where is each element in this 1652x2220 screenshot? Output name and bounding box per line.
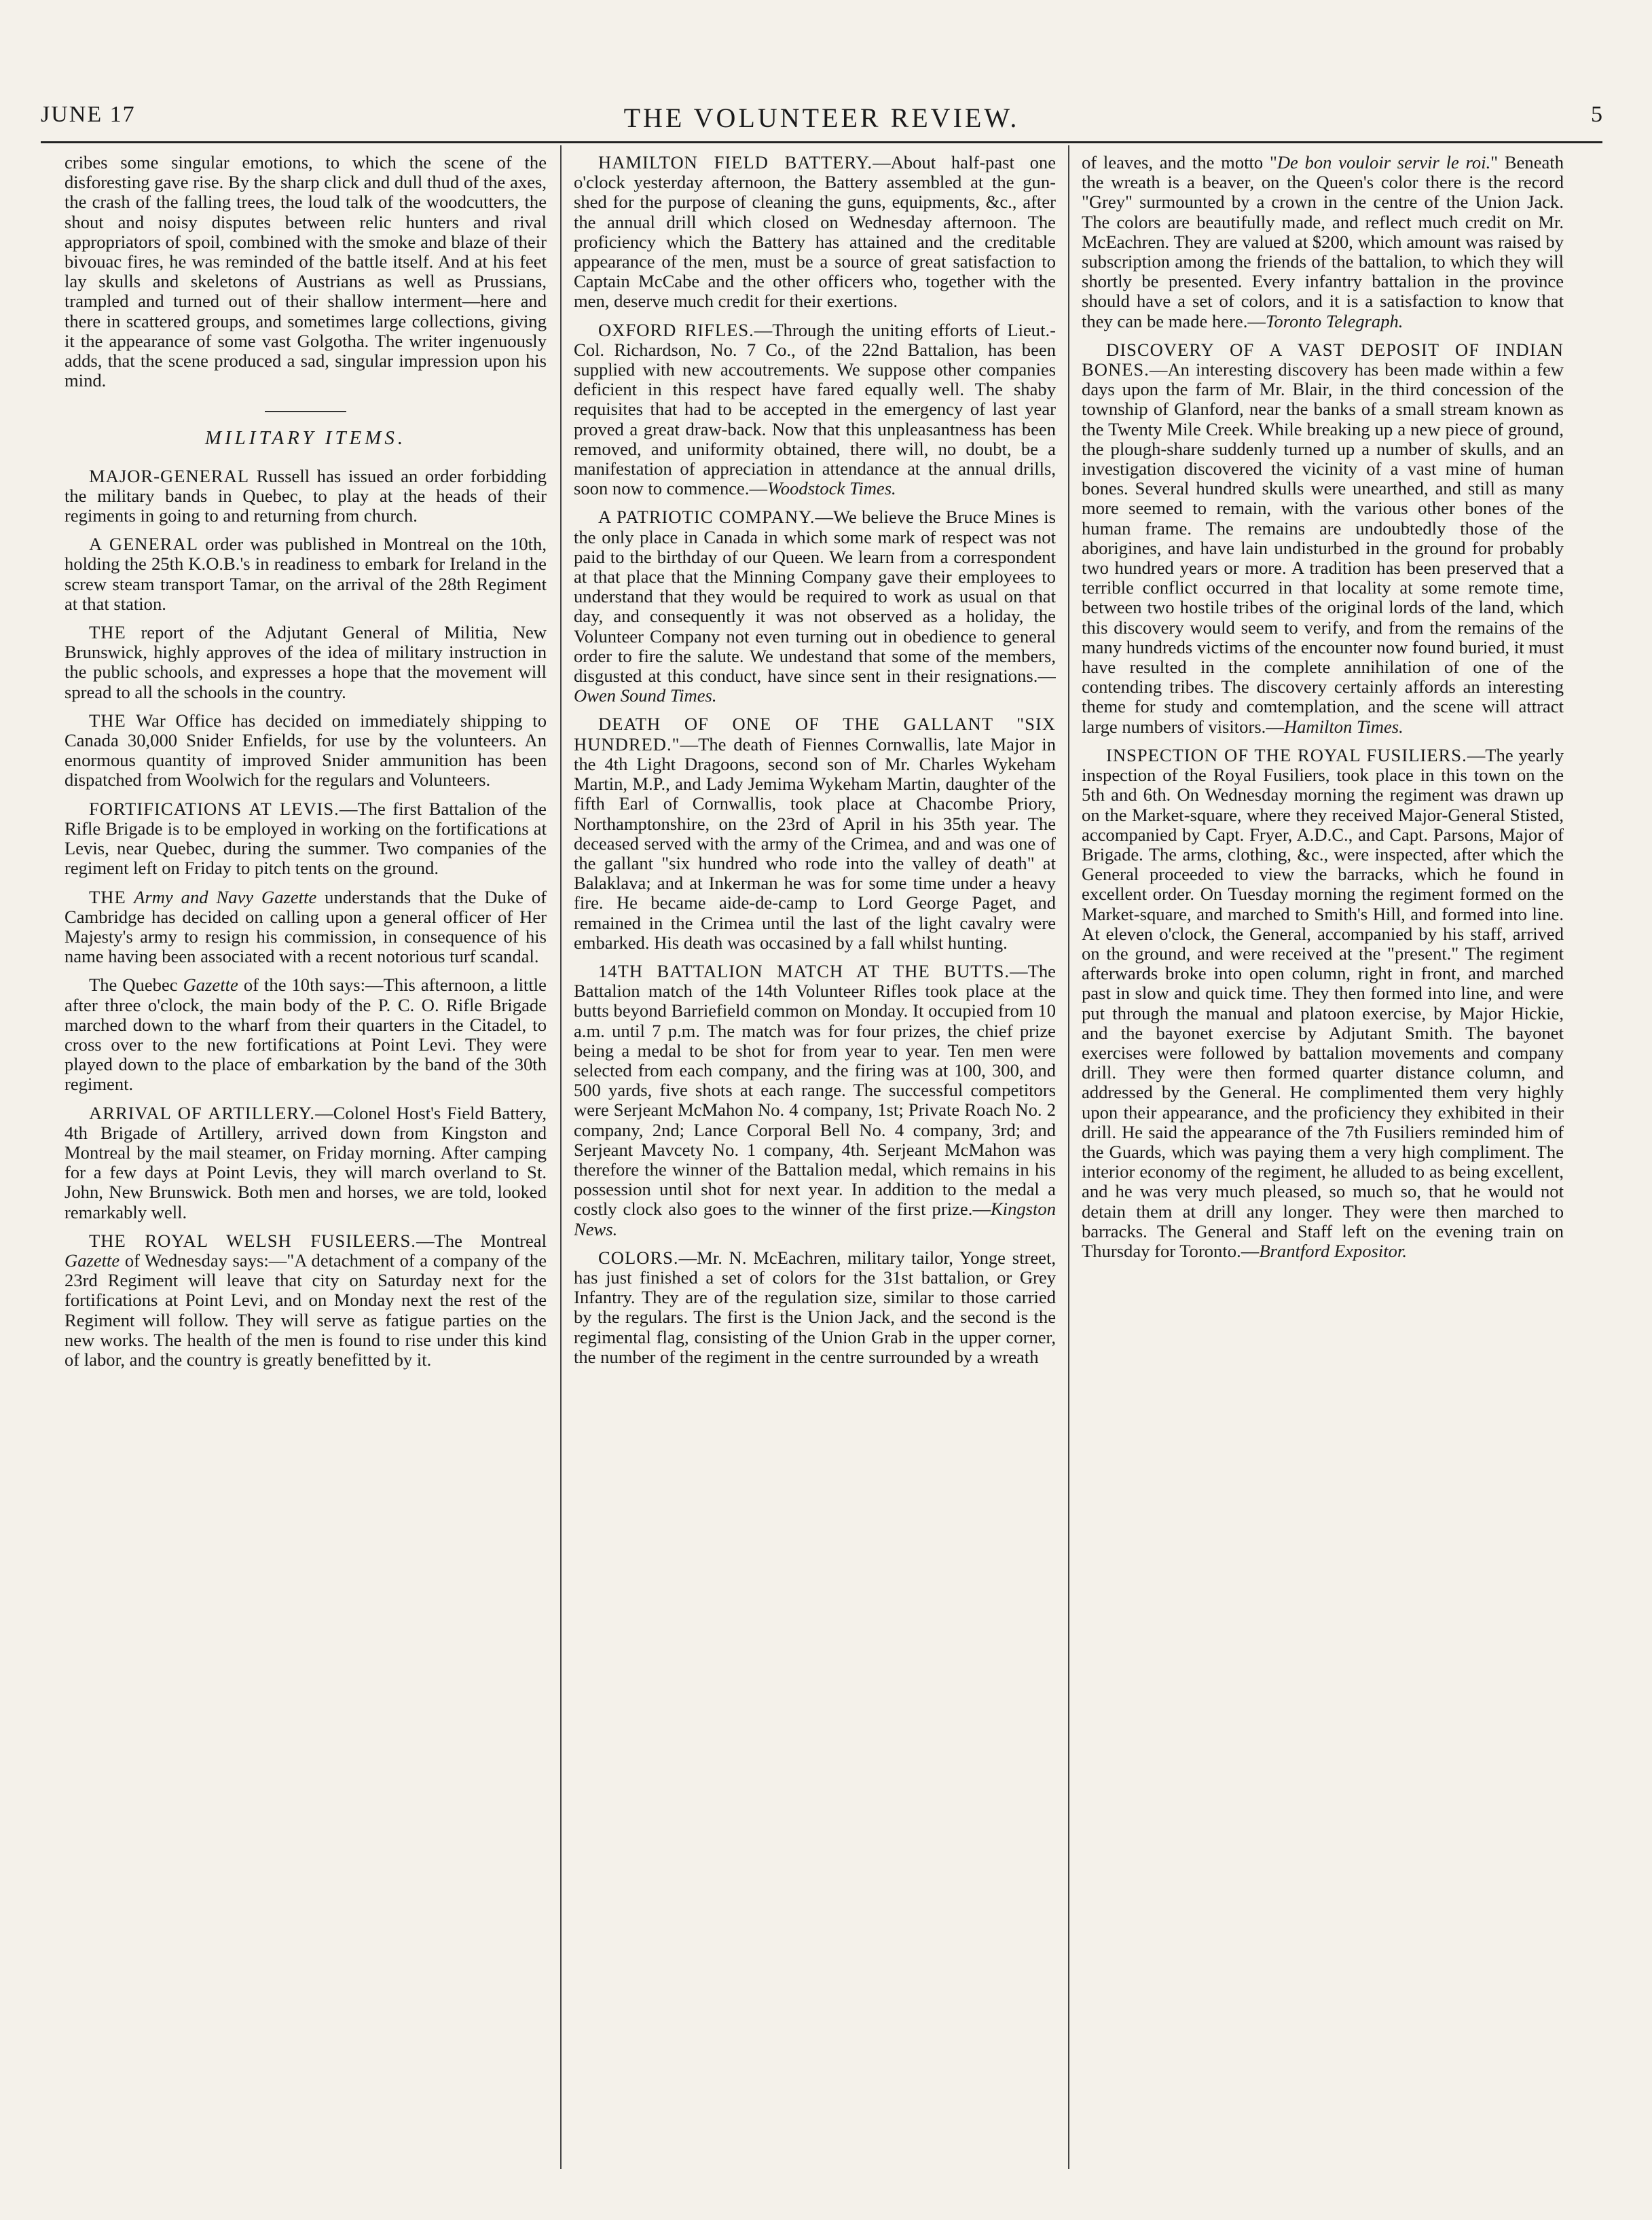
column-divider [1068, 145, 1069, 2169]
issue-date: JUNE 17 [41, 102, 136, 127]
column-2 [574, 153, 1056, 2177]
column-divider [560, 145, 562, 2169]
article-paragraph: OXFORD RIFLES.—Through the uniting efforts of Lieut.-Col. Richardson, No. 7 Co., of the 22nd Battalion, has been supplied with new accoutrements. We suppose other companies deficient in this respect have fared equally well. The shaby requisites that had to be accepted in the emergency of last year proved a great draw-back. Now that this unpleasantness has been removed, and uniformity obtained, there will, no doubt, be a manifestation of appreciation in attendance at the annual drills, soon now to commence.—Woodstock Times. [574, 319, 1056, 499]
article-paragraph: INSPECTION OF THE ROYAL FUSILIERS.—The yearly inspection of the Royal Fusiliers, took place in this town on the 5th and 6th. On Wednesday morning the regiment was drawn up on the Market-square, where they received Major-General Stisted, accompanied by Capt. Fryer, A.D.C., and Capt. Parsons, Major of Brigade. The arms, clothing, &c., were inspected, after which the General proceeded to view the barracks, which he found in excellent order. On Tuesday morning the regiment formed on the Market-square, and marched to Smith's Hill, and formed into line. At eleven o'clock, the General, accompanied by his staff, arrived on the ground, and were received at the "present." The regiment afterwards broke into open column, right in front, and marched past in slow and quick time. They then formed into line, and were put through the manual and platoon exercise, by Major Hickie, and the bayonet exercise by Adjutant Smith. The bayonet exercises were followed by battalion movements and company drill. They were then formed quarter distance column, and addressed by the General. He complimented them very highly upon their appearance, and the proficiency they exhibited in their drill. He said the appearance of the 7th Fusiliers reminded him of the Guards, which was paying them a very high compliment. The interior economy of the regiment, he alluded to as being excellent, and he was very much pleased, so much so, that he would not detain them at drill any longer. They were then marched to barracks. The General and Staff left on the evening train on Thursday for Toronto.—Brantford Expositor. [1082, 744, 1564, 1261]
section-divider [265, 411, 346, 412]
column-1 [65, 153, 547, 2177]
column-3 [1082, 153, 1564, 2177]
header-rule [41, 141, 1602, 143]
page-header [41, 102, 1602, 143]
article-paragraph: ARRIVAL OF ARTILLERY.—Colonel Host's Field Battery, 4th Brigade of Artillery, arrived down from Kingston and Montreal by the mail steamer, on Friday morning. After camping for a few days at Point Levis, they will march overland to St. John, New Brunswick. Both men and horses, we are told, looked remarkably well. [65, 1102, 547, 1222]
article-paragraph: DISCOVERY OF A VAST DEPOSIT OF INDIAN BONES.—An interesting discovery has been made within a few days upon the farm of Mr. Blair, in the third concession of the township of Glanford, near the banks of a small stream known as the Twenty Mile Creek. While breaking up a new piece of ground, the plough-share suddenly turned up a number of skulls, and an investigation discovered the vicinity of a vast mine of human bones. Several hundred skulls were unearthed, and still as many more seemed to remain, with the various other bones of the human frame. The remains are undoubtedly those of the aborigines, and have lain undisturbed in the ground for probably two hundred years or more. A tradition has been preserved that a terrible conflict occurred in that locality at some remote time, between two hostile tribes of the original lords of the land, which this discovery would seem to verify, and from the remains of the many hundreds victims of the encounter now found buried, it must have resulted in the complete annihilation of one of the contending tribes. The discovery certainly affords an interesting theme for study and comtemplation, and the scene will attract large numbers of visitors.—Hamilton Times. [1082, 339, 1564, 737]
article-paragraph: DEATH OF ONE OF THE GALLANT "SIX HUNDRED."—The death of Fiennes Cornwallis, late Major in the 4th Light Dragoons, second son of Mr. Charles Wykeham Martin, M.P., and Lady Jemima Wykeham Martin, daughter of the fifth Earl of Cornwallis, took place at Chacombe Priory, Northamptonshire, on the 23rd of April in his 35th year. The deceased served with the army of the Crimea, and and was one of the gallant "six hundred who rode into the valley of death" at Balaklava; and at Inkerman he was for some time under a heavy fire. He became aide-de-camp to Lord George Paget, and remained in the Crimea until the last of the light cavalry were embarked. His death was occasined by a fall whilst hunting. [574, 714, 1056, 953]
article-paragraph: THE War Office has decided on immediately shipping to Canada 30,000 Snider Enfields, for use by the volunteers. An enormous quantity of improved Snider ammunition has been dispatched from Woolwich for the regulars and Volunteers. [65, 710, 547, 790]
publication-title: THE VOLUNTEER REVIEW. [623, 103, 1020, 133]
section-heading: MILITARY ITEMS. [204, 427, 407, 450]
article-paragraph: of leaves, and the motto "De bon vouloir servir le roi." Beneath the wreath is a beaver, on the Queen's color there is the record "Grey" surmounted by a crown in the centre of the Union Jack. The colors are beautifully made, and reflect much credit on Mr. McEachren. They are valued at $200, which amount was raised by subscription among the friends of the battalion, to which they will shortly be presented. Every infantry battalion in the province should have a set of colors, and it is a satisfaction to know that they can be made here.—Toronto Telegraph. [1082, 153, 1564, 331]
article-paragraph: 14TH BATTALION MATCH AT THE BUTTS.—The Battalion match of the 14th Volunteer Rifles took place at the butts beyond Barriefield common on Monday. It occupied from 10 a.m. until 7 p.m. The match was for four prizes, the chief prize being a medal to be shot for from year to year. Ten men were selected from each company, and the firing was at 100, 300, and 500 yards, five shots at each range. The successful competitors were Serjeant McMahon No. 4 company, 1st; Private Roach No. 2 company, 2nd; Lance Corporal Bell No. 4 company, 3rd; and Serjeant Mavcety No. 1 company, 4th. Serjeant McMahon was therefore the winner of the Battalion medal, which remains in his possession until shot for next year. In addition to the medal a costly clock also goes to the winner of the first prize.—Kingston News. [574, 960, 1056, 1239]
article-paragraph: THE ROYAL WELSH FUSILEERS.—The Montreal Gazette of Wednesday says:—"A detachment of a company of the 23rd Regiment will leave that city on Saturday next for the fortifications at Point Levi, and on Monday next the rest of the Regiment will follow. They will serve as fatigue parties on the new works. The health of the men is found to rise under this kind of labor, and the country is greatly benefitted by it. [65, 1230, 547, 1370]
article-paragraph: THE report of the Adjutant General of Militia, New Brunswick, highly approves of the idea of military instruction in the public schools, and expresses a hope that the movement will spread to all the schools in the country. [65, 622, 547, 702]
article-paragraph: MAJOR-GENERAL Russell has issued an order forbidding the military bands in Quebec, to play at the heads of their regiments in going to and returning from church. [65, 465, 547, 526]
article-paragraph: COLORS.—Mr. N. McEachren, military tailor, Yonge street, has just finished a set of colors for the 31st battalion, or Grey Infantry. They are of the regulation size, similar to those carried by the regulars. The first is the Union Jack, and the second is the regimental flag, consisting of the Union Grab in the upper corner, the number of the regiment in the centre surrounded by a wreath [574, 1247, 1056, 1367]
article-paragraph: cribes some singular emotions, to which the scene of the disforesting gave rise. By the sharp click and dull thud of the axes, the crash of the falling trees, the loud talk of the woodcutters, the shout and noisy disputes between relic hunters and rival appropriators of spoil, combined with the smoke and blaze of their bivouac fires, he was reminded of the battle itself. And at his feet lay skulls and skeletons of Austrians as well as Prussians, trampled and turned out of their shallow interment—here and there in scattered groups, and sometimes large collections, giving it the appearance of some vast Golgotha. The writer ingenuously adds, that the scene produced a sad, singular impression upon his mind. [65, 153, 547, 391]
article-paragraph: The Quebec Gazette of the 10th says:—This afternoon, a little after three o'clock, the main body of the P. C. O. Rifle Brigade marched down to the wharf from their quarters in the Citadel, to cross over to the new fortifications at Point Levi. They were played down to the place of embarkation by the band of the 30th regiment. [65, 975, 547, 1095]
article-paragraph: HAMILTON FIELD BATTERY.—About half-past one o'clock yesterday afternoon, the Battery assembled at the gun-shed for the purpose of cleaning the guns, equipments, &c., after the annual drill which closed on Wednesday afternoon. The proficiency which the Battery has attained and the creditable appearance of the men, must be a source of great satisfaction to Captain McCabe and the other officers who, together with the men, deserve much credit for their exertions. [574, 153, 1056, 312]
article-paragraph: FORTIFICATIONS AT LEVIS.—The first Battalion of the Rifle Brigade is to be employed in working on the fortifications at Levis, near Quebec, during the summer. Two companies of the regiment left on Friday to pitch tents on the ground. [65, 798, 547, 879]
page-number: 5 [1591, 102, 1602, 127]
article-paragraph: THE Army and Navy Gazette understands that the Duke of Cambridge has decided on calling upon a general officer of Her Majesty's army to resign his commission, in consequence of his name having been associated with a recent notorious turf scandal. [65, 886, 547, 967]
article-paragraph: A PATRIOTIC COMPANY.—We believe the Bruce Mines is the only place in Canada in which some mark of respect was not paid to the birthday of our Queen. We learn from a correspondent at that place that the Minning Company gave their employees to understand that they would be required to work as usual on that day, and consequently it was not observed as a holiday, the Volunteer Company not even turning out in obedience to general order to fire the salute. We undestand that some of the members, disgusted at this conduct, have since sent in their resignations.—Owen Sound Times. [574, 507, 1056, 706]
article-paragraph: A GENERAL order was published in Montreal on the 10th, holding the 25th K.O.B.'s in readiness to embark for Ireland in the screw steam transport Tamar, on the arrival of the 28th Regiment at that station. [65, 534, 547, 614]
